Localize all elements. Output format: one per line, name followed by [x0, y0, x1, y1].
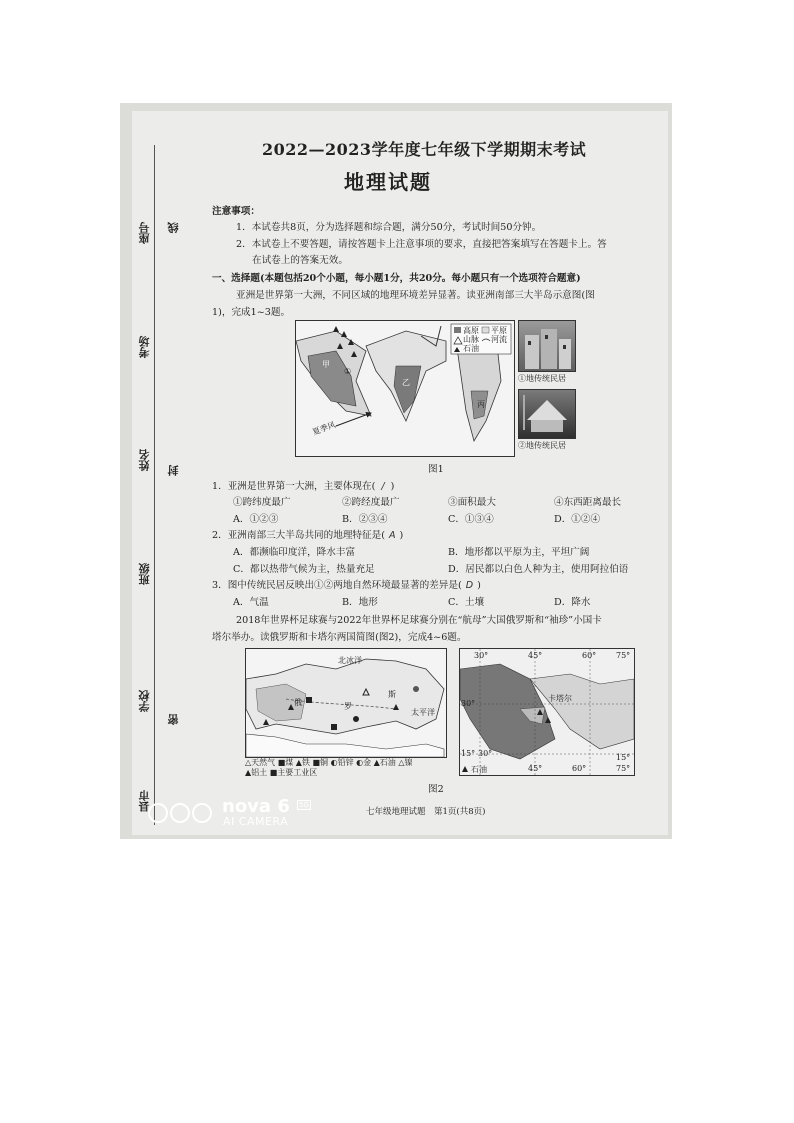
label-arctic-ocean: 北冰洋: [338, 656, 362, 665]
q2-option-d: D．居民都以白色人种为主，使用阿拉伯语: [448, 564, 629, 575]
watermark-5g-badge: 5G: [299, 801, 309, 809]
label-pacific: 太平洋: [411, 708, 435, 717]
deg-45-bottom: 45°: [528, 764, 543, 773]
figure1-map: [295, 320, 515, 457]
notice-item-1: 1．本试卷共8页，分为选择题和综合题，满分50分，考试时间50分钟。: [236, 222, 542, 233]
q1-option-a: A．①②③: [233, 514, 279, 525]
passage2-line1: 2018年世界杯足球赛与2022年世界杯足球赛分别在“航母”大国俄罗斯和“袖珍”小国卡: [236, 615, 602, 626]
q1-statement-4: ④东西距离最长: [554, 497, 622, 508]
line-mark: 线: [167, 222, 180, 233]
qatar-map: [459, 648, 635, 776]
label-circle-1: ①: [344, 367, 352, 376]
figure1-caption: 图1: [428, 464, 444, 475]
deg-15-right: 15°: [616, 753, 631, 762]
exam-room-label: 考场: [138, 336, 151, 358]
q3-option-d: D．降水: [554, 597, 591, 608]
watermark-brand: nova 6: [222, 796, 290, 817]
q2-option-c: C．都以热带气候为主，热量充足: [233, 564, 375, 575]
q3-option-c: C．土壤: [448, 597, 485, 608]
legend-oil-qatar: 石油: [471, 765, 487, 774]
deg-30-left: 30°: [461, 699, 476, 708]
school-label: 学校: [138, 690, 151, 712]
legend-oil: 石油: [463, 344, 479, 353]
section1-intro-1: 亚洲是世界第一大洲，不同区域的地理环境差异显著。读亚洲南部三大半岛示意图(图: [236, 290, 595, 301]
q3-stem: 3．图中传统民居反映出①②两地自然环境最显著的差异是( D ): [212, 580, 481, 591]
q1-statement-2: ②跨经度最广: [342, 497, 400, 508]
q1-option-d: D．①②④: [554, 514, 601, 525]
label-qatar: 卡塔尔: [548, 694, 572, 703]
deg-30-bottom: 30°: [478, 749, 493, 758]
notice-item-2: 2．本试卷上不要答题，请按答题卡上注意事项的要求，直接把答案填写在答题卡上。答: [236, 239, 607, 250]
asia-peninsulas-map: [296, 321, 514, 456]
q1-option-c: C．①③④: [448, 514, 494, 525]
seal-mark: 封: [167, 465, 180, 476]
q1-statement-1: ①跨纬度最广: [233, 497, 291, 508]
watermark-circle-2: [170, 803, 190, 823]
watermark-circle-1: [148, 803, 168, 823]
deg-75-bottom: 75°: [616, 764, 631, 773]
label-bing: 丙: [477, 400, 485, 409]
seat-no-label: 座号: [138, 222, 151, 244]
watermark-ai-camera: AI CAMERA: [223, 815, 289, 828]
legend-plateau: 高原: [463, 326, 479, 335]
name-label: 姓名: [138, 449, 151, 471]
passage2-line2: 塔尔举办。读俄罗斯和卡塔尔两国简图(图2)，完成4~6题。: [212, 632, 467, 643]
watermark-circle-3: [192, 803, 212, 823]
notice-title: 注意事项：: [212, 206, 260, 217]
deg-75-top: 75°: [616, 651, 631, 660]
deg-60-top: 60°: [582, 651, 597, 660]
subject-title: 地理试题: [344, 170, 432, 194]
q3-option-b: B．地形: [342, 597, 378, 608]
label-russia-1: 俄: [294, 698, 302, 707]
q3-handwritten: D: [465, 580, 474, 591]
deg-45-top: 45°: [528, 651, 543, 660]
label-jia: 甲: [322, 360, 330, 369]
russia-legend-2: ▲铝土 ■主要工业区: [245, 768, 318, 777]
russia-map: [245, 648, 447, 758]
notice-item-2-cont: 在试卷上的答案无效。: [252, 255, 348, 266]
q1-statement-3: ③面积最大: [448, 497, 496, 508]
q3-option-a: A．气温: [233, 597, 269, 608]
class-label: 班级: [138, 563, 151, 585]
q2-handwritten: A: [388, 530, 396, 541]
label-summer-monsoon: 夏季风: [311, 420, 337, 437]
photo1-caption: ①地传统民居: [518, 374, 566, 383]
deg-15-left: 15°: [461, 749, 476, 758]
q2-option-b: B．地形都以平原为主，平坦广阔: [448, 547, 590, 558]
county-label: 县市: [138, 790, 151, 812]
stone-houses-image: [519, 321, 575, 371]
legend-river: 河流: [491, 335, 507, 344]
q1-option-b: B．②③④: [342, 514, 388, 525]
q2-option-a: A．都濒临印度洋，降水丰富: [233, 547, 356, 558]
dwelling-photo-1: [518, 320, 576, 372]
russia-legend-1: △天然气 ■煤 ▲铁 ■铜 ◐铅锌 ◐金 ▲石油 △镍: [245, 758, 413, 767]
q2-stem: 2．亚洲南部三大半岛共同的地理特征是( A ): [212, 530, 404, 541]
figure2-caption: 图2: [428, 784, 444, 795]
deg-30-top: 30°: [474, 651, 489, 660]
binding-line: [154, 145, 155, 825]
label-russia-2: 罗: [344, 702, 352, 711]
legend-plain: 平原: [491, 326, 507, 335]
page-footer: 七年级地理试题 第1页(共8页): [366, 807, 486, 817]
q1-stem: 1．亚洲是世界第一大洲，主要体现在( / ): [212, 481, 395, 492]
secret-mark: 密: [167, 714, 180, 725]
label-yi: 乙: [402, 378, 410, 387]
q1-handwritten: /: [381, 481, 385, 492]
stilt-house-image: [519, 390, 575, 438]
dwelling-photo-2: [518, 389, 576, 439]
legend-mountain: 山脉: [463, 335, 479, 344]
deg-60-bottom: 60°: [572, 764, 587, 773]
section1-intro-2: 1)，完成1~3题。: [212, 307, 291, 318]
exam-title: 2022—2023学年度七年级下学期期末考试: [262, 140, 587, 159]
label-russia-3: 斯: [388, 690, 396, 699]
photo2-caption: ②地传统民居: [518, 441, 566, 450]
section1-heading: 一、选择题(本题包括20个小题，每小题1分，共20分。每小题只有一个选项符合题意): [212, 273, 581, 284]
